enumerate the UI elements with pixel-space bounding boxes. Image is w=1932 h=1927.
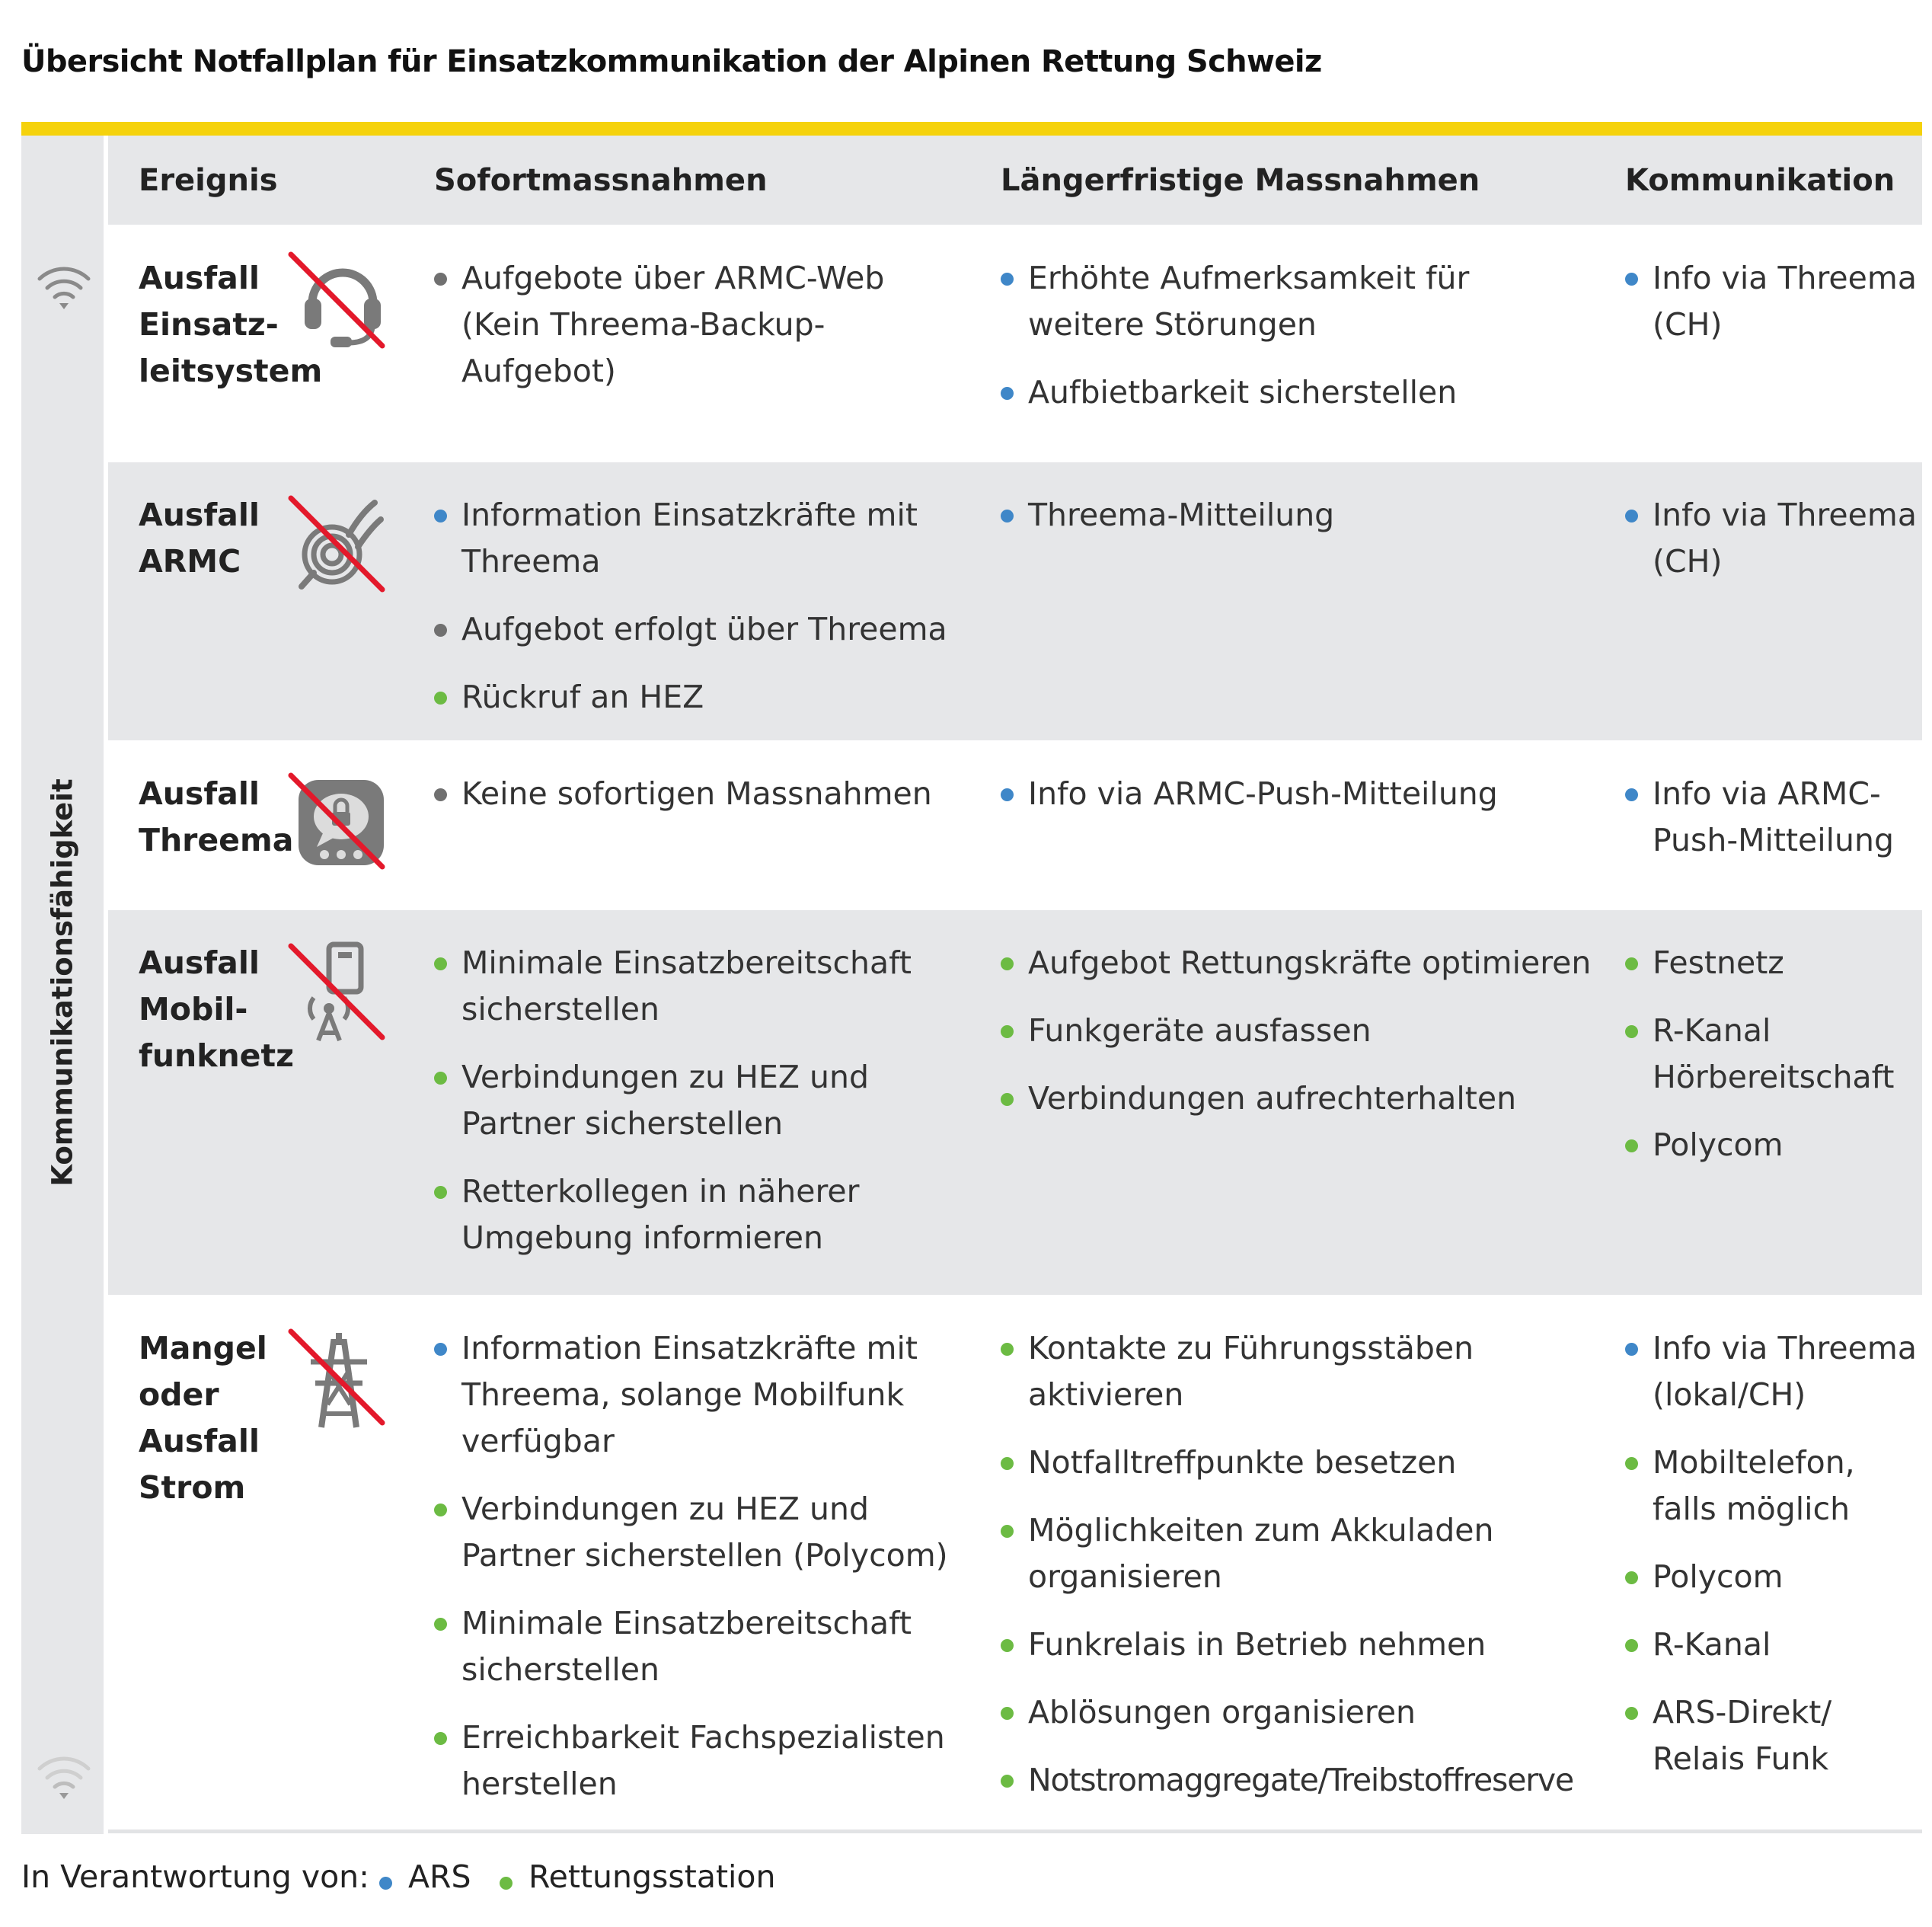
header-ereignis: Ereignis	[139, 163, 278, 198]
legend-label: In Verantwortung von:	[21, 1858, 369, 1895]
laengerfristige-cell	[1001, 255, 1469, 437]
kommunikation-cell	[1625, 771, 1894, 885]
sofortmassnahmen-cell	[434, 1325, 948, 1829]
list-item: Aufgebote über ARMC-Web (Kein Threema-Backup- Aufgebot)	[434, 255, 884, 395]
laengerfristige-cell	[1001, 492, 1334, 560]
list-item: Erreichbarkeit Fachspezialisten herstellen	[434, 1714, 948, 1807]
list-item: Minimale Einsatzbereitschaft sicherstellen	[434, 940, 912, 1033]
legend-item-rettungsstation: Rettungsstation	[500, 1858, 775, 1895]
list-item: Retterkollegen in näherer Umgebung informieren	[434, 1168, 912, 1261]
list-item: Aufbietbarkeit sicherstellen	[1001, 369, 1469, 416]
sofortmassnahmen-cell	[434, 940, 912, 1283]
list-item: Info via Threema (lokal/CH)	[1625, 1325, 1917, 1418]
event-label: Ausfall ARMC	[139, 497, 260, 580]
list-item: Kontakte zu Führungsstäben aktivieren	[1001, 1325, 1573, 1418]
list-item: Notfalltreffpunkte besetzen	[1001, 1440, 1573, 1486]
kommunikation-cell	[1625, 492, 1917, 606]
headset-icon	[285, 248, 391, 355]
header-kommunikation: Kommunikation	[1625, 163, 1895, 198]
list-item: Polycom	[1625, 1554, 1917, 1600]
sofortmassnahmen-cell	[434, 771, 932, 839]
legend-item-ars: ARS	[379, 1858, 471, 1895]
list-item: Mobiltelefon, falls möglich	[1625, 1440, 1917, 1532]
list-item: Info via Threema (CH)	[1625, 492, 1917, 585]
list-item: Ablösungen organisieren	[1001, 1689, 1573, 1736]
header-laengerfristige-massnahmen: Längerfristige Massnahmen	[1001, 163, 1480, 198]
kommunikation-cell	[1625, 1325, 1917, 1804]
wifi-signal-icon-weak	[34, 1749, 94, 1802]
list-item: Verbindungen zu HEZ und Partner sicherstellen (Polycom)	[434, 1486, 948, 1579]
event-label: Mangel oder Ausfall Strom	[139, 1330, 267, 1506]
list-item: Notstromaggregate/Treibstoffreserve	[1001, 1757, 1573, 1804]
list-item: Threema-Mitteilung	[1001, 492, 1334, 538]
list-item: Information Einsatzkräfte mit Threema	[434, 492, 947, 585]
list-item: Aufgebot erfolgt über Threema	[434, 606, 947, 653]
sofortmassnahmen-cell	[434, 492, 947, 742]
side-label: Kommunikationsfähigkeit	[46, 778, 79, 1187]
accent-bar	[21, 122, 1922, 136]
event-label: Ausfall Mobil- funknetz	[139, 944, 294, 1074]
legend-dot-ars	[379, 1877, 392, 1890]
list-item: Polycom	[1625, 1122, 1894, 1168]
list-item: Funkgeräte ausfassen	[1001, 1008, 1591, 1054]
armc-logo-icon	[285, 492, 391, 599]
event-label: Ausfall Threema	[139, 775, 294, 858]
list-item: Funkrelais in Betrieb nehmen	[1001, 1622, 1573, 1668]
list-item: Festnetz	[1625, 940, 1894, 986]
list-item: Minimale Einsatzbereitschaft sicherstellen	[434, 1600, 948, 1693]
sofortmassnahmen-cell	[434, 255, 884, 416]
list-item: Info via Threema (CH)	[1625, 255, 1917, 348]
threema-app-icon	[285, 769, 391, 876]
event-label: Ausfall Einsatz- leitsystem	[139, 260, 323, 389]
list-item: Aufgebot Rettungskräfte optimieren	[1001, 940, 1591, 986]
laengerfristige-cell	[1001, 1325, 1573, 1825]
list-item: R-Kanal Hörbereitschaft	[1625, 1008, 1894, 1101]
list-item: Möglichkeiten zum Akkuladen organisieren	[1001, 1507, 1573, 1600]
laengerfristige-cell	[1001, 940, 1591, 1143]
list-item: Verbindungen zu HEZ und Partner sicherstellen	[434, 1054, 912, 1147]
legend	[21, 1858, 776, 1895]
legend-dot-rettungsstation	[500, 1877, 513, 1890]
page-title: Übersicht Notfallplan für Einsatzkommunikation der Alpinen Rettung Schweiz	[21, 44, 1322, 79]
kommunikation-cell	[1625, 940, 1894, 1190]
laengerfristige-cell	[1001, 771, 1498, 839]
list-item: Rückruf an HEZ	[434, 674, 947, 721]
list-item: Erhöhte Aufmerksamkeit für weitere Störungen	[1001, 255, 1469, 348]
list-item: R-Kanal	[1625, 1622, 1917, 1668]
wifi-signal-icon	[34, 259, 94, 312]
list-item: Information Einsatzkräfte mit Threema, solange Mobilfunk verfügbar	[434, 1325, 948, 1465]
table-bottom-border	[108, 1830, 1922, 1833]
kommunikation-cell	[1625, 255, 1917, 369]
list-item: Info via ARMC- Push-Mitteilung	[1625, 771, 1894, 864]
cell-tower-icon	[285, 940, 391, 1047]
list-item: ARS-Direkt/ Relais Funk	[1625, 1689, 1917, 1782]
header-sofortmassnahmen: Sofortmassnahmen	[434, 163, 768, 198]
power-pylon-icon	[285, 1325, 391, 1432]
list-item: Info via ARMC-Push-Mitteilung	[1001, 771, 1498, 817]
list-item: Verbindungen aufrechterhalten	[1001, 1075, 1591, 1122]
list-item: Keine sofortigen Massnahmen	[434, 771, 932, 817]
